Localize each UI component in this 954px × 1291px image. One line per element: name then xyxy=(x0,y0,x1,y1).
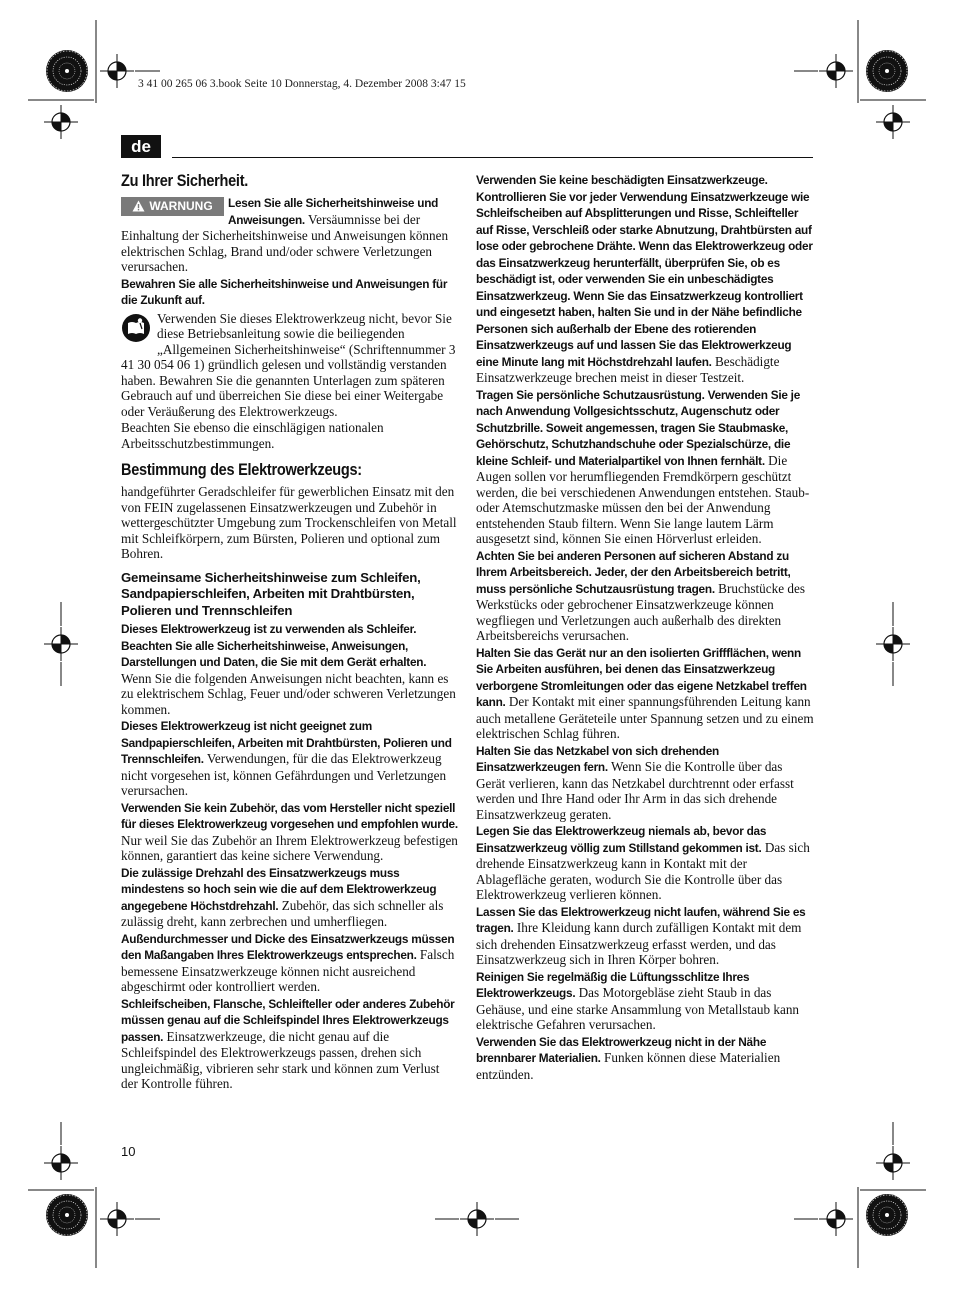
bold-text: Dieses Elektrowerkzeug ist zu verwenden als Schleifer. Beachten Sie alle Sicherheitshinweise, Anweisungen, Darstellungen und Daten, die Sie mit dem Gerät erhalten. xyxy=(121,622,427,669)
bold-text: Verwenden Sie keine beschädigten Einsatzwerkzeuge. Kontrollieren Sie vor jeder Verwendung Einsatzwerkzeuge wie Schleifscheiben auf Absplitterungen und Risse, Schleifteller auf Risse, Verschleiß oder starke Abnutzung, Drahtbürsten auf lose oder gebrochene Drähte. Wenn das Elektrowerkzeug oder das Einsatzwerkzeug herunterfällt, überprüfen Sie, ob es beschädigt ist, oder verwenden Sie ein unbeschädigtes Einsatzwerkzeug. Wenn Sie das Einsatzwerkzeug kontrolliert und eingesetzt haben, halten Sie und in der Nähe befindliche Personen sich außerhalb der Ebene des rotierenden Einsatzwerkzeugs auf und lassen Sie das Elektrowerkzeug eine Minute lang mit Höchstdrehzahl laufen. xyxy=(476,173,813,369)
body-text: Verwenden Sie dieses Elektrowerkzeug nicht, bevor Sie diese Betriebsanleitung sowie die beiliegenden „Allgemeinen Sicherheitshinweise“ (Schriftennummer 3 41 30 054 06 1) gründlich gelesen und vollständig verstanden haben. Bewahren Sie die genannten Unterlagen zum späteren Gebrauch auf und überreichen Sie diese bei einer Weitergabe oder Veräußerung des Elektrowerkzeugs. xyxy=(121,310,456,419)
paragraph xyxy=(476,645,814,742)
bold-text: Verwenden Sie kein Zubehör, das vom Hersteller nicht speziell für dieses Elektrowerkzeug vorgesehen und empfohlen wurde. xyxy=(121,800,458,831)
body-text: Beachten Sie ebenso die einschlägigen nationalen Arbeitsschutzbestimmungen. xyxy=(121,420,384,451)
language-tab: de xyxy=(121,135,161,158)
body-text: handgeführter Geradschleifer für gewerblichen Einsatz mit den von FEIN zugelassenen Einsatzwerkzeugen und Zubehör in wettergeschützter Umgebung zum Trockenschleifen von Metall mit Schleifkörpern, zum Bürsten, Polieren und optional zum Bohren. xyxy=(121,484,457,561)
bold-text: Schleifscheiben, Flansche, Schleifteller oder anderes Zubehör müssen genau auf die Schleifspindel Ihres Elektrowerkzeugs passen. xyxy=(121,996,455,1044)
paragraph xyxy=(121,931,459,995)
bold-text: Achten Sie bei anderen Personen auf sicheren Abstand zu Ihrem Arbeitsbereich. Jeder, der den Arbeitsbereich betritt, muss persönliche Schutzausrüstung tragen. xyxy=(476,548,791,596)
body-text: Bruchstücke des Werkstücks oder gebrochener Einsatzwerkzeuge können wegfliegen und Verletzungen auch außerhalb des direkten Arbeitsbereichs verursachen. xyxy=(476,580,805,643)
paragraph xyxy=(121,718,459,799)
paragraph xyxy=(476,172,814,386)
body-text: Die Augen sollen vor herumfliegenden Fremdkörpern geschützt werden, die bei verschiedenen Anwendungen entstehen. Staub- oder Atemschutzmaske müssen den bei der Anwendung entstehenden Staub filtern. Wenn Sie lange lautem Lärm ausgesetzt sind, können Sie einen Hörverlust erleiden. xyxy=(476,452,810,546)
paragraph xyxy=(121,996,459,1092)
paragraph xyxy=(476,387,814,547)
warning-paragraph xyxy=(121,195,459,275)
bold-text: Halten Sie das Netzkabel von sich drehenden Einsatzwerkzeugen fern. xyxy=(476,743,719,774)
bold-text: Dieses Elektrowerkzeug ist nicht geeignet zum Sandpapierschleifen, Arbeiten mit Drahtbürsten, Polieren und Trennschleifen. xyxy=(121,719,452,766)
bold-text: Die zulässige Drehzahl des Einsatzwerkzeugs muss mindestens so hoch sein wie die auf dem Elektrowerkzeug angegebene Höchstdrehzahl. xyxy=(121,865,437,913)
paragraph xyxy=(121,276,459,309)
paragraph xyxy=(121,484,459,562)
paragraph xyxy=(121,865,459,930)
body-text: Nur weil Sie das Zubehör an Ihrem Elektrowerkzeug befestigen können, garantiert das keine sichere Verwendung. xyxy=(121,832,458,863)
warning-badge xyxy=(121,197,224,216)
bold-text: Tragen Sie persönliche Schutzausrüstung. Verwenden Sie je nach Anwendung Vollgesichtsschutz, Augenschutz oder Schutzbrille. Soweit angemessen, tragen Sie Staubmaske, Gehörschutz, Schutzhandschuhe oder Spezialschürze, die kleine Schleif- und Materialpartikel von Ihnen fernhält. xyxy=(476,387,801,468)
body-text: Der Kontakt mit einer spannungsführenden Leitung kann auch metallene Geräteteile unter Spannung setzen und zu einem elektrischen Schlag führen. xyxy=(476,694,814,741)
paragraph xyxy=(476,904,814,968)
left-column xyxy=(121,172,459,1093)
read-manual-icon xyxy=(121,313,151,343)
body-text: Wenn Sie die Kontrolle über das Gerät verlieren, kann das Netzkabel durchtrennt oder erfasst werden und Ihre Hand oder Ihr Arm in das sich drehende Einsatzwerkzeug geraten. xyxy=(476,759,794,822)
body-text: Verwendungen, für die das Elektrowerkzeug nicht vorgesehen ist, können Gefährdungen und Verletzungen verursachen. xyxy=(121,751,447,798)
body-text: Beschädigte Einsatzwerkzeuge brechen meist in dieser Testzeit. xyxy=(476,353,780,385)
paragraph xyxy=(476,823,814,903)
bold-text: Halten Sie das Gerät nur an den isolierten Griffflächen, wenn Sie Arbeiten ausführen, bei denen das Einsatzwerkzeug verborgene Stromleitungen oder das eigene Netzkabel treffen kann. xyxy=(476,645,807,709)
body-text: Zubehör, das sich schneller als zulässig dreht, kann zerbrechen und umherfliegen. xyxy=(121,897,444,929)
manual-paragraph xyxy=(121,311,459,420)
bold-text: Legen Sie das Elektrowerkzeug niemals ab, bevor das Einsatzwerkzeug völlig zum Stillstand gekommen ist. xyxy=(476,824,767,855)
bold-text: Außendurchmesser und Dicke des Einsatzwerkzeugs müssen den Maßangaben Ihres Elektrowerkzeugs entsprechen. xyxy=(121,931,455,962)
print-header-line: 3 41 00 265 06 3.book Seite 10 Donnerstag, 4. Dezember 2008 3:47 15 xyxy=(138,78,466,90)
paragraph xyxy=(121,420,459,451)
subsection-heading: Gemeinsame Sicherheitshinweise zum Schleifen, Sandpapierschleifen, Arbeiten mit Drahtbürsten, Polieren und Trennschleifen xyxy=(121,569,421,618)
body-text: Einsatzwerkzeuge, die nicht genau auf die Schleifspindel des Elektrowerkzeugs passen, drehen sich ungleichmäßig, vibrieren sehr stark und können zum Verlust der Kontrolle führen. xyxy=(121,1028,440,1091)
body-text: Das sich drehende Einsatzwerkzeug kann in Kontakt mit der Ablagefläche geraten, wodurch Sie die Kontrolle über das Elektrowerkzeug verlieren können. xyxy=(476,839,810,902)
section-heading-safety: Zu Ihrer Sicherheit. xyxy=(121,172,249,190)
bold-text: Verwenden Sie das Elektrowerkzeug nicht in der Nähe brennbarer Materialien. xyxy=(476,1034,767,1065)
right-column xyxy=(476,172,814,1083)
warning-triangle-icon xyxy=(132,200,145,212)
paragraph xyxy=(476,743,814,823)
body-text: Ihre Kleidung kann durch zufälligen Kontakt mit dem sich drehenden Einsatzwerkzeug erfasst werden, und das Einsatzwerkzeug sich in Ihren Körper bohren. xyxy=(476,920,802,967)
header-rule xyxy=(172,157,813,158)
page-number: 10 xyxy=(121,1144,136,1159)
warning-label: WARNUNG xyxy=(149,199,213,213)
paragraph xyxy=(476,969,814,1033)
bold-text: Bewahren Sie alle Sicherheitshinweise und Anweisungen für die Zukunft auf. xyxy=(121,276,448,307)
paragraph xyxy=(476,548,814,644)
body-text: Funken können diese Materialien entzünden. xyxy=(476,1050,781,1082)
bold-text: Reinigen Sie regelmäßig die Lüftungsschlitze Ihres Elektrowerkzeugs. xyxy=(476,969,750,1000)
body-text: Versäumnisse bei der Einhaltung der Sicherheitshinweise und Anweisungen können elektrischen Schlag, Brand und/oder schwere Verletzungen verursachen. xyxy=(121,211,449,274)
body-text: Wenn Sie die folgenden Anweisungen nicht beachten, kann es zu elektrischem Schlag, Feuer und/oder schweren Verletzungen kommen. xyxy=(121,670,456,717)
bold-text: Lassen Sie das Elektrowerkzeug nicht laufen, während Sie es tragen. xyxy=(476,904,806,935)
bold-text: Lesen Sie alle Sicherheitshinweise und Anweisungen. xyxy=(228,196,439,227)
body-text: Falsch bemessene Einsatzwerkzeuge können nicht ausreichend abgeschirmt oder kontrolliert werden. xyxy=(121,947,455,994)
paragraph xyxy=(476,1034,814,1083)
paragraph xyxy=(121,800,459,864)
section-heading-intended-use: Bestimmung des Elektrowerkzeugs: xyxy=(121,461,362,479)
body-text: Das Motorgebläse zieht Staub in das Gehäuse, und eine starke Ansammlung von Metallstaub kann elektrische Gefahren verursachen. xyxy=(476,985,800,1032)
paragraph xyxy=(121,621,459,717)
